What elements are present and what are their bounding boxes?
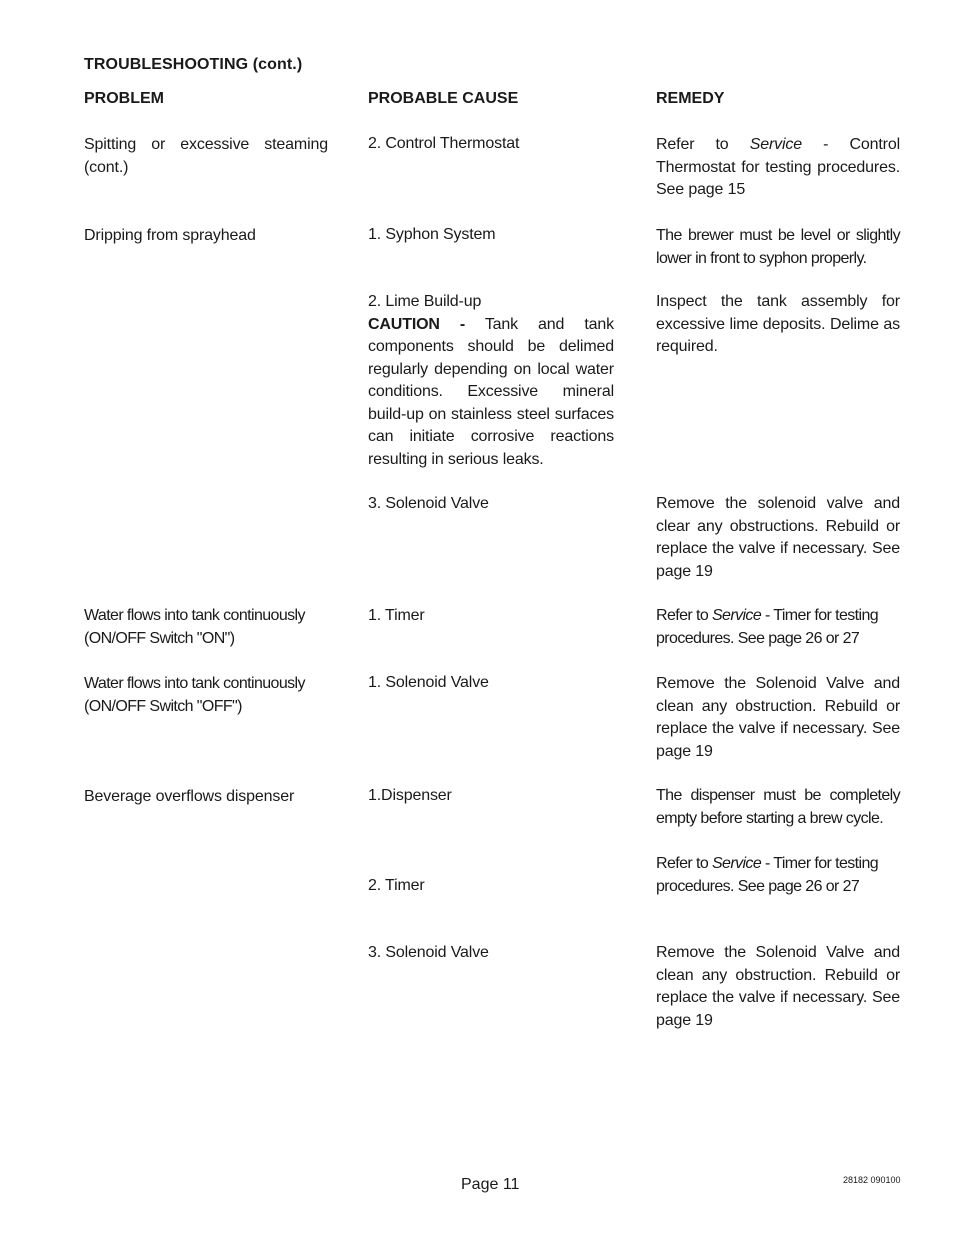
remedy-text: Refer to	[656, 855, 712, 872]
cause-cell: 1. Timer	[368, 607, 425, 624]
remedy-cell: Remove the Solenoid Valve and clean any obstruction. Rebuild or replace the valve if necessary. See page 19	[656, 675, 900, 760]
remedy-cell: The dispenser must be completely empty before starting a brew cycle.	[656, 787, 900, 827]
column-header-probable-cause: PROBABLE CAUSE	[368, 90, 519, 107]
cause-cell: 3. Solenoid Valve	[368, 944, 489, 961]
cause-cell: 2. Timer	[368, 877, 425, 894]
remedy-text: - Timer for testing procedures. See page 26 or 27	[656, 855, 879, 895]
remedy-cell	[656, 134, 900, 202]
remedy-cell: Inspect the tank assembly for excessive lime deposits. Delime as required.	[656, 293, 900, 355]
service-reference: Service	[749, 136, 803, 153]
caution-note	[368, 314, 614, 472]
cause-cell: 1. Syphon System	[368, 226, 496, 243]
service-reference: Service	[711, 607, 762, 624]
remedy-cell: The brewer must be level or slightly lower in front to syphon properly.	[656, 227, 900, 267]
document-code: 28182 090100	[843, 1175, 901, 1185]
remedy-cell: Remove the Solenoid Valve and clean any obstruction. Rebuild or replace the valve if necessary. See page 19	[656, 944, 900, 1029]
problem-cell: Dripping from sprayhead	[84, 227, 256, 244]
problem-cell: Beverage overflows dispenser	[84, 788, 295, 805]
cause-cell: 3. Solenoid Valve	[368, 495, 489, 512]
cause-cell	[368, 291, 614, 471]
service-reference: Service	[711, 855, 762, 872]
problem-cell: Water flows into tank continuously (ON/OFF Switch "OFF")	[84, 675, 305, 715]
caution-label: CAUTION -	[368, 315, 466, 333]
remedy-cell	[656, 605, 900, 650]
remedy-cell	[656, 853, 900, 898]
problem-cell: Spitting or excessive steaming (cont.)	[84, 136, 328, 176]
problem-cell: Water flows into tank continuously (ON/OFF Switch "ON")	[84, 607, 305, 647]
cause-cell: 1. Solenoid Valve	[368, 674, 489, 691]
column-header-problem: PROBLEM	[84, 90, 164, 107]
cause-title: 2. Lime Build-up	[368, 293, 482, 310]
remedy-cell: Remove the solenoid valve and clear any obstructions. Rebuild or replace the valve if necessary. See page 19	[656, 495, 900, 580]
remedy-text: Refer to	[656, 607, 712, 624]
remedy-text: - Timer for testing procedures. See page 26 or 27	[656, 607, 879, 647]
remedy-text: - Control Thermostat for testing procedures. See page 15	[656, 136, 900, 198]
caution-text: Tank and tank components should be delimed regularly depending on local water conditions. Excessive mineral build-up on stainless steel surfaces can initiate corrosive reactions resulting in serious leaks.	[368, 315, 614, 468]
cause-cell: 2. Control Thermostat	[368, 135, 520, 152]
column-header-remedy: REMEDY	[656, 90, 725, 107]
remedy-text: Refer to	[656, 136, 750, 153]
cause-cell: 1.Dispenser	[368, 787, 452, 804]
page-title: TROUBLESHOOTING (cont.)	[84, 56, 303, 73]
page-number: Page 11	[461, 1176, 520, 1193]
